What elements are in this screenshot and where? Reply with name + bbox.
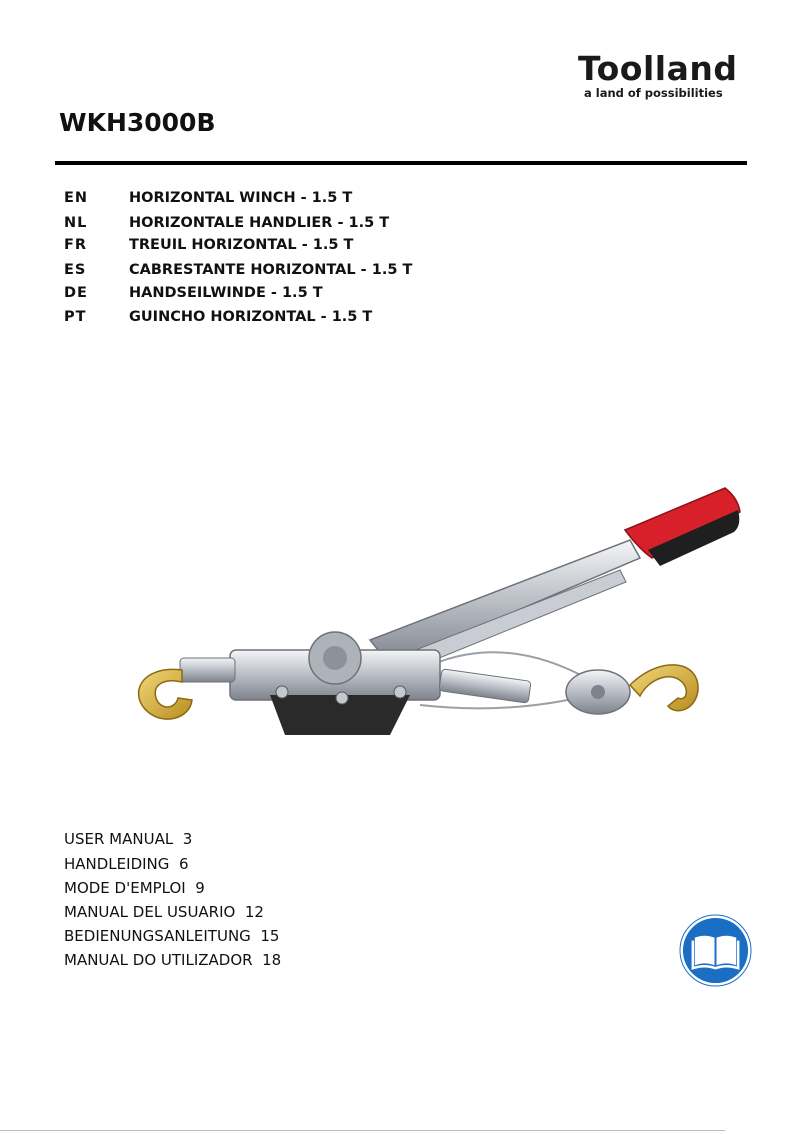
toc-page: 18 bbox=[262, 951, 282, 969]
language-code: NL bbox=[64, 215, 88, 231]
read-manual-icon bbox=[679, 914, 752, 987]
brand-tagline: a land of possibilities bbox=[584, 86, 723, 100]
toc-entry bbox=[64, 830, 192, 848]
language-code: DE bbox=[64, 285, 88, 301]
product-title: HORIZONTAL WINCH - 1.5 T bbox=[129, 190, 353, 206]
toc-entry bbox=[64, 927, 279, 945]
language-code: FR bbox=[64, 237, 88, 253]
toc-page: 15 bbox=[260, 927, 280, 945]
toc-page: 9 bbox=[195, 879, 205, 897]
toc-entry bbox=[64, 855, 188, 873]
brand-name: Toolland bbox=[578, 49, 738, 88]
language-code: PT bbox=[64, 309, 87, 325]
product-title: GUINCHO HORIZONTAL - 1.5 T bbox=[129, 309, 373, 325]
footer-divider bbox=[0, 1130, 725, 1131]
product-title: HORIZONTALE HANDLIER - 1.5 T bbox=[129, 215, 390, 231]
toc-label: MODE D'EMPLOI bbox=[64, 879, 186, 897]
model-number: WKH3000B bbox=[59, 108, 216, 137]
toc-entry bbox=[64, 903, 264, 921]
brand-logo bbox=[578, 49, 743, 100]
toc-page: 12 bbox=[244, 903, 264, 921]
language-code: EN bbox=[64, 190, 89, 206]
toc-page: 6 bbox=[178, 855, 189, 873]
toc-label: MANUAL DEL USUARIO bbox=[64, 903, 236, 921]
divider bbox=[55, 161, 747, 165]
toc-entry bbox=[64, 879, 205, 897]
product-title: CABRESTANTE HORIZONTAL - 1.5 T bbox=[129, 262, 413, 278]
product-title: HANDSEILWINDE - 1.5 T bbox=[129, 285, 323, 301]
product-title: TREUIL HORIZONTAL - 1.5 T bbox=[129, 237, 354, 253]
toc-label: USER MANUAL bbox=[64, 830, 174, 848]
toc-label: MANUAL DO UTILIZADOR bbox=[64, 951, 253, 969]
toc-label: HANDLEIDING bbox=[64, 855, 170, 873]
hand-winch-image bbox=[120, 470, 750, 740]
toc-label: BEDIENUNGSANLEITUNG bbox=[64, 927, 251, 945]
language-code: ES bbox=[64, 262, 87, 278]
toc-page: 3 bbox=[182, 830, 193, 848]
toc-entry bbox=[64, 951, 281, 969]
